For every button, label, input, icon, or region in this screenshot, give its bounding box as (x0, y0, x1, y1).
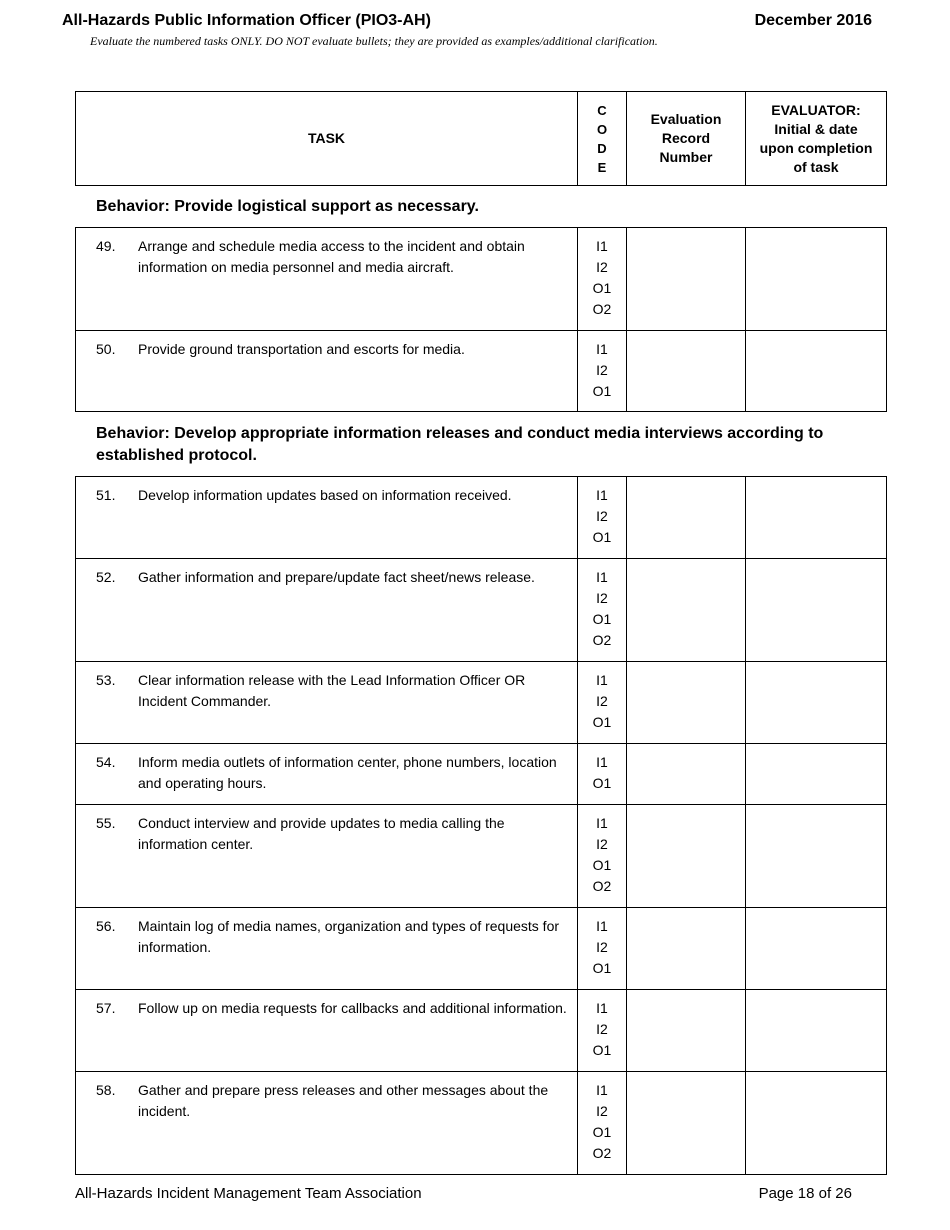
task-cell (76, 228, 578, 331)
task-code: O2 (592, 878, 612, 894)
evaluation-record-cell[interactable] (627, 908, 746, 990)
evaluation-record-cell[interactable] (627, 990, 746, 1072)
task-code: O1 (592, 960, 612, 976)
evaluation-record-cell[interactable] (627, 477, 746, 559)
task-number: 55. (96, 815, 116, 831)
evaluation-instructions: Evaluate the numbered tasks ONLY. DO NOT evaluate bullets; they are provided as examples/additional clarification. (90, 34, 658, 48)
task-row (76, 908, 887, 990)
task-code: I1 (596, 487, 608, 503)
task-code: O2 (592, 301, 612, 317)
evaluation-record-cell[interactable] (627, 744, 746, 805)
document-title: All-Hazards Public Information Officer (PIO3-AH) (62, 12, 431, 29)
task-code: I1 (596, 238, 608, 254)
evaluation-record-cell[interactable] (627, 1072, 746, 1175)
task-text: Provide ground transportation and escorts for media. (138, 341, 465, 357)
task-number: 51. (96, 487, 116, 503)
document-date: December 2016 (754, 12, 872, 29)
task-code: I2 (596, 836, 608, 852)
task-number: 50. (96, 341, 116, 357)
task-row (76, 477, 887, 559)
task-code-cell (578, 744, 627, 805)
task-row (76, 990, 887, 1072)
behavior-heading: Behavior: Develop appropriate information releases and conduct media interviews according to established protocol. (96, 425, 824, 464)
task-code: I1 (596, 918, 608, 934)
task-text: Arrange and schedule media access to the incident and obtain information on media personnel and media aircraft. (138, 238, 525, 275)
task-cell (76, 908, 578, 990)
task-table (75, 476, 887, 1175)
task-code: O1 (592, 714, 612, 730)
task-cell (76, 990, 578, 1072)
task-number: 53. (96, 672, 116, 688)
task-code: I2 (596, 1103, 608, 1119)
evaluator-initial-cell[interactable] (746, 908, 887, 990)
evaluator-initial-cell[interactable] (746, 990, 887, 1072)
evaluator-column-header: EVALUATOR: Initial & date upon completion of task (746, 92, 887, 186)
task-code: O1 (592, 775, 612, 791)
task-row (76, 228, 887, 331)
task-code: O1 (592, 857, 612, 873)
task-code: O1 (592, 529, 612, 545)
task-code-cell (578, 559, 627, 662)
task-code-cell (578, 228, 627, 331)
evaluation-record-cell[interactable] (627, 331, 746, 412)
task-number: 52. (96, 569, 116, 585)
task-code: I1 (596, 754, 608, 770)
task-code: O2 (592, 1145, 612, 1161)
record-column-header: Evaluation Record Number (627, 92, 746, 186)
task-cell (76, 662, 578, 744)
task-row (76, 805, 887, 908)
task-code: I2 (596, 939, 608, 955)
behavior-heading: Behavior: Provide logistical support as necessary. (96, 198, 479, 215)
code-column-header: C O D E (578, 92, 627, 186)
task-number: 54. (96, 754, 116, 770)
task-text: Conduct interview and provide updates to media calling the information center. (138, 815, 505, 852)
task-row (76, 662, 887, 744)
task-code-cell (578, 990, 627, 1072)
task-cell (76, 559, 578, 662)
task-cell (76, 744, 578, 805)
evaluator-initial-cell[interactable] (746, 662, 887, 744)
task-code: O1 (592, 280, 612, 296)
evaluator-initial-cell[interactable] (746, 744, 887, 805)
task-code: I1 (596, 815, 608, 831)
task-code: I2 (596, 259, 608, 275)
task-code: I1 (596, 569, 608, 585)
task-number: 56. (96, 918, 116, 934)
task-cell (76, 805, 578, 908)
task-code: I1 (596, 1082, 608, 1098)
task-code-cell (578, 1072, 627, 1175)
evaluation-record-cell[interactable] (627, 559, 746, 662)
task-code-cell (578, 662, 627, 744)
task-code: I1 (596, 672, 608, 688)
task-header-table (75, 91, 887, 186)
task-number: 57. (96, 1000, 116, 1016)
task-code-cell (578, 331, 627, 412)
evaluator-initial-cell[interactable] (746, 805, 887, 908)
evaluator-initial-cell[interactable] (746, 1072, 887, 1175)
task-row (76, 331, 887, 412)
evaluator-initial-cell[interactable] (746, 331, 887, 412)
evaluation-record-cell[interactable] (627, 228, 746, 331)
task-row (76, 559, 887, 662)
task-code: O1 (592, 1042, 612, 1058)
task-text: Inform media outlets of information center, phone numbers, location and operating hours. (138, 754, 557, 791)
evaluator-initial-cell[interactable] (746, 477, 887, 559)
task-text: Develop information updates based on information received. (138, 487, 512, 503)
task-number: 49. (96, 238, 116, 254)
task-text: Maintain log of media names, organization and types of requests for information. (138, 918, 560, 955)
task-column-header: TASK (76, 92, 578, 186)
task-row (76, 744, 887, 805)
task-cell (76, 331, 578, 412)
evaluation-record-cell[interactable] (627, 662, 746, 744)
evaluator-initial-cell[interactable] (746, 559, 887, 662)
evaluator-initial-cell[interactable] (746, 228, 887, 331)
page-number: Page 18 of 26 (758, 1185, 852, 1202)
task-text: Follow up on media requests for callbacks and additional information. (138, 1000, 567, 1016)
task-cell (76, 477, 578, 559)
task-text: Gather and prepare press releases and other messages about the incident. (138, 1082, 549, 1119)
task-row (76, 1072, 887, 1175)
task-code: O2 (592, 632, 612, 648)
task-code: O1 (592, 1124, 612, 1140)
task-text: Clear information release with the Lead Information Officer OR Incident Commander. (138, 672, 526, 709)
task-text: Gather information and prepare/update fact sheet/news release. (138, 569, 535, 585)
evaluation-record-cell[interactable] (627, 805, 746, 908)
task-code: I1 (596, 1000, 608, 1016)
task-code: O1 (592, 611, 612, 627)
task-code: I1 (596, 341, 608, 357)
task-table (75, 227, 887, 412)
task-code-cell (578, 805, 627, 908)
task-code: I2 (596, 508, 608, 524)
footer-organization: All-Hazards Incident Management Team Association (75, 1185, 422, 1202)
task-code-cell (578, 908, 627, 990)
task-number: 58. (96, 1082, 116, 1098)
task-cell (76, 1072, 578, 1175)
task-code: I2 (596, 590, 608, 606)
task-code: I2 (596, 693, 608, 709)
task-code: O1 (592, 383, 612, 399)
task-code: I2 (596, 1021, 608, 1037)
task-code: I2 (596, 362, 608, 378)
task-code-cell (578, 477, 627, 559)
